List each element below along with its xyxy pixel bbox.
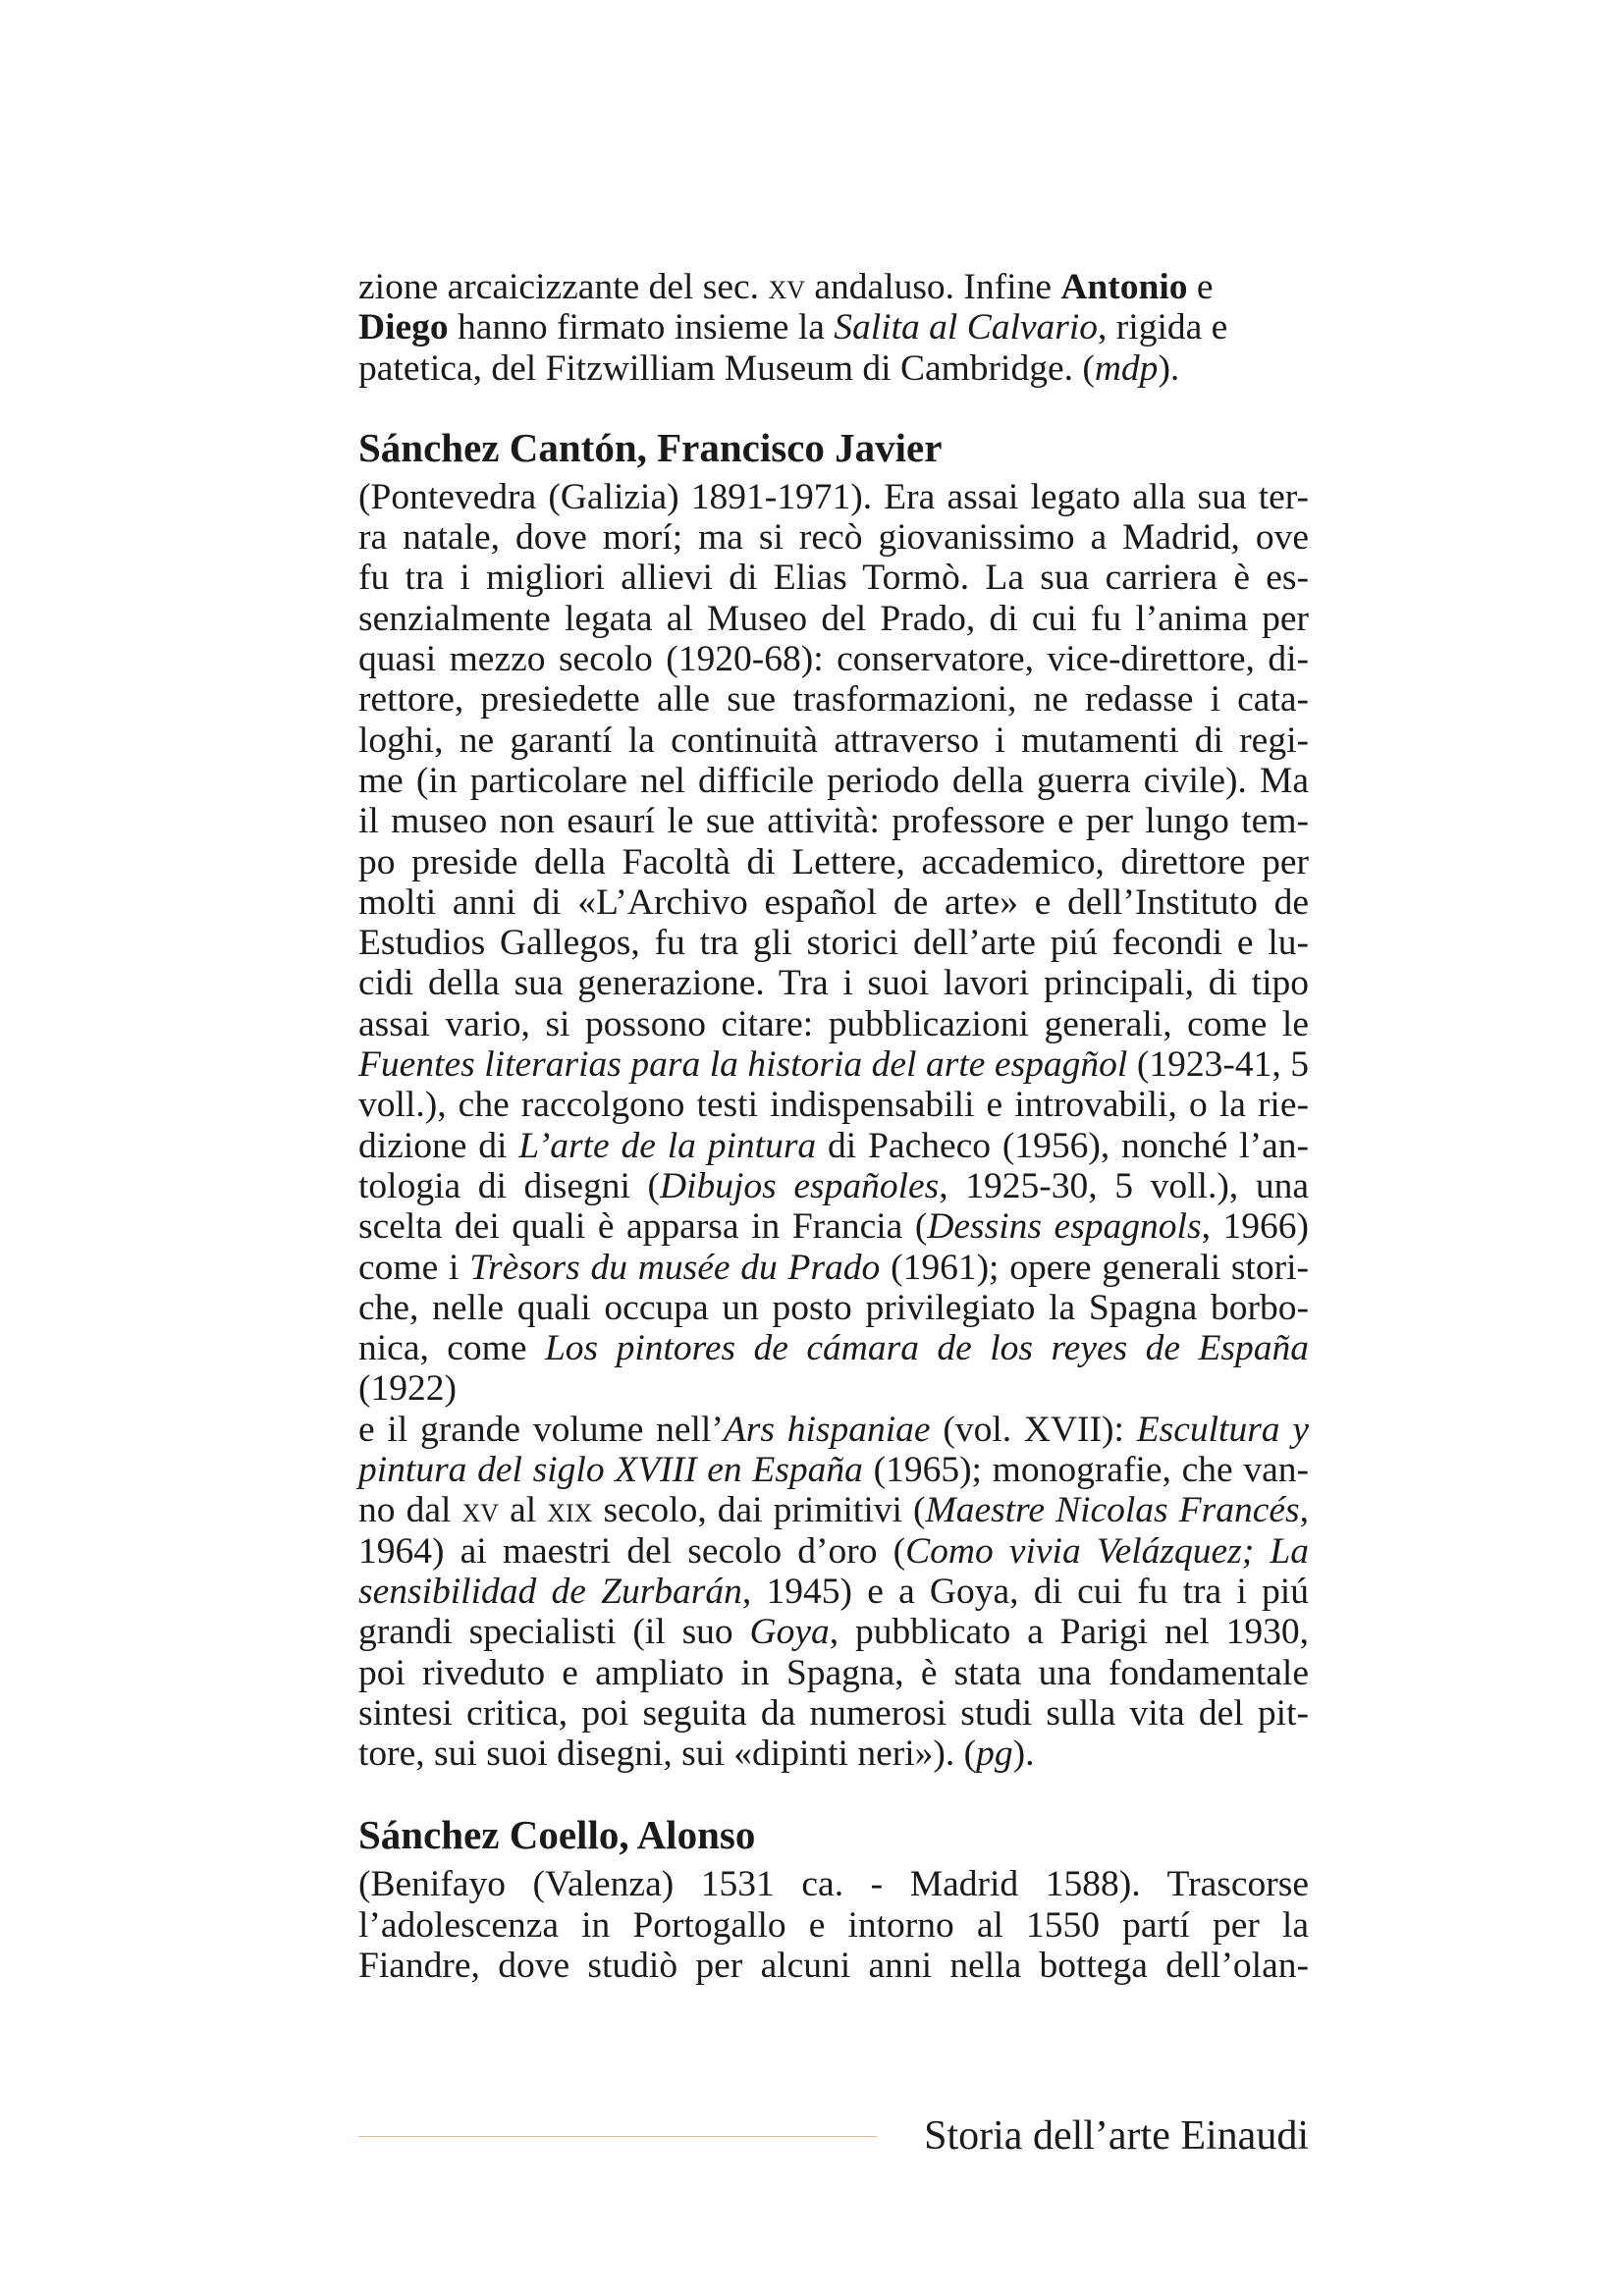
text-line: cidi della sua generazione. Tra i suoi lavori principali, di tipo <box>358 963 1309 1004</box>
paragraph-continuation <box>358 267 1309 389</box>
text-line: Fiandre, dove studiò per alcuni anni nella bottega dell’olan- <box>358 1945 1309 1986</box>
text-line: sintesi critica, poi seguita da numerosi studi sulla vita del pit- <box>358 1692 1309 1734</box>
text-line: Fuentes literarias para la historia del arte espagñol (1923-41, 5 <box>358 1044 1309 1086</box>
entry-heading-sanchez-coello: Sánchez Coello, Alonso <box>358 1812 756 1858</box>
text-line: fu tra i migliori allievi di Elias Tormò. La sua carriera è es- <box>358 558 1309 599</box>
page-footer <box>358 2109 1309 2163</box>
text-line: sensibilidad de Zurbarán, 1945) e a Goya, di cui fu tra i piú <box>358 1571 1309 1612</box>
text-line: tore, sui suoi disegni, sui «dipinti neri»). (pg). <box>358 1734 1035 1775</box>
text-line: po preside della Facoltà di Lettere, accademico, direttore per <box>358 841 1309 882</box>
text-line: nica, come Los pintores de cámara de los reyes de España (1922) <box>358 1328 1309 1410</box>
page-body <box>358 267 1309 1986</box>
text-line: tologia di disegni (Dibujos españoles, 1925-30, 5 voll.), una <box>358 1165 1309 1206</box>
text-line: molti anni di «L’Archivo español de arte» e dell’Instituto de <box>358 881 1309 923</box>
text-line: l’adolescenza in Portogallo e intorno al 1550 partí per la <box>358 1904 1309 1946</box>
text-line: voll.), che raccolgono testi indispensabili e introvabili, o la rie- <box>358 1085 1309 1126</box>
entry-text-sanchez-coello <box>358 1864 1309 1986</box>
text-line: rettore, presiedette alle sue trasformazioni, ne redasse i cata- <box>358 679 1309 721</box>
text-line: zione arcaicizzante del sec. xv andaluso. Infine Antonio e <box>358 267 1214 307</box>
text-line: (Pontevedra (Galizia) 1891-1971). Era assai legato alla sua ter- <box>358 476 1309 517</box>
entry-text-sanchez-canton <box>358 477 1309 1775</box>
footer-rule <box>358 2136 877 2137</box>
text-line: 1964) ai maestri del secolo d’oro (Como vivia Velázquez; La <box>358 1530 1309 1572</box>
text-line: il museo non esaurí le sue attività: professore e per lungo tem- <box>358 801 1309 842</box>
text-line: scelta dei quali è apparsa in Francia (Dessins espagnols, 1966) <box>358 1206 1309 1248</box>
text-line: (Benifayo (Valenza) 1531 ca. - Madrid 1588). Trascorse <box>358 1864 1309 1905</box>
entry-heading-sanchez-canton: Sánchez Cantón, Francisco Javier <box>358 424 943 470</box>
text-line: poi riveduto e ampliato in Spagna, è stata una fondamentale <box>358 1652 1309 1693</box>
text-line: patetica, del Fitzwilliam Museum di Cambridge. (mdp). <box>358 347 1180 389</box>
text-line: ra natale, dove morí; ma si recò giovanissimo a Madrid, ove <box>358 517 1309 559</box>
text-line: no dal xv al xix secolo, dai primitivi (Maestre Nicolas Francés, <box>358 1490 1309 1531</box>
text-line: assai vario, si possono citare: pubblicazioni generali, come le <box>358 1003 1309 1044</box>
text-line: loghi, ne garantí la continuità attraverso i mutamenti di regi- <box>358 720 1309 761</box>
text-line: che, nelle quali occupa un posto privilegiato la Spagna borbo- <box>358 1287 1309 1328</box>
text-line: pintura del siglo XVIII en España (1965); monografie, che van- <box>358 1450 1309 1491</box>
text-line: come i Trèsors du musée du Prado (1961); opere generali stori- <box>358 1247 1309 1288</box>
footer-title: Storia dell’arte Einaudi <box>924 2113 1309 2159</box>
text-line: senzialmente legata al Museo del Prado, di cui fu l’anima per <box>358 598 1309 639</box>
text-line: dizione di L’arte de la pintura di Pacheco (1956), nonché l’an- <box>358 1125 1309 1166</box>
text-line: quasi mezzo secolo (1920-68): conservatore, vice-direttore, di- <box>358 639 1309 680</box>
text-line: e il grande volume nell’Ars hispaniae (vol. XVII): Escultura y <box>358 1409 1309 1450</box>
text-line: Estudios Gallegos, fu tra gli storici dell’arte piú fecondi e lu- <box>358 923 1309 964</box>
text-line: me (in particolare nel difficile periodo della guerra civile). Ma <box>358 760 1309 801</box>
text-line: Diego hanno firmato insieme la Salita al Calvario, rigida e <box>358 307 1228 348</box>
text-line: grandi specialisti (il suo Goya, pubblicato a Parigi nel 1930, <box>358 1612 1310 1653</box>
